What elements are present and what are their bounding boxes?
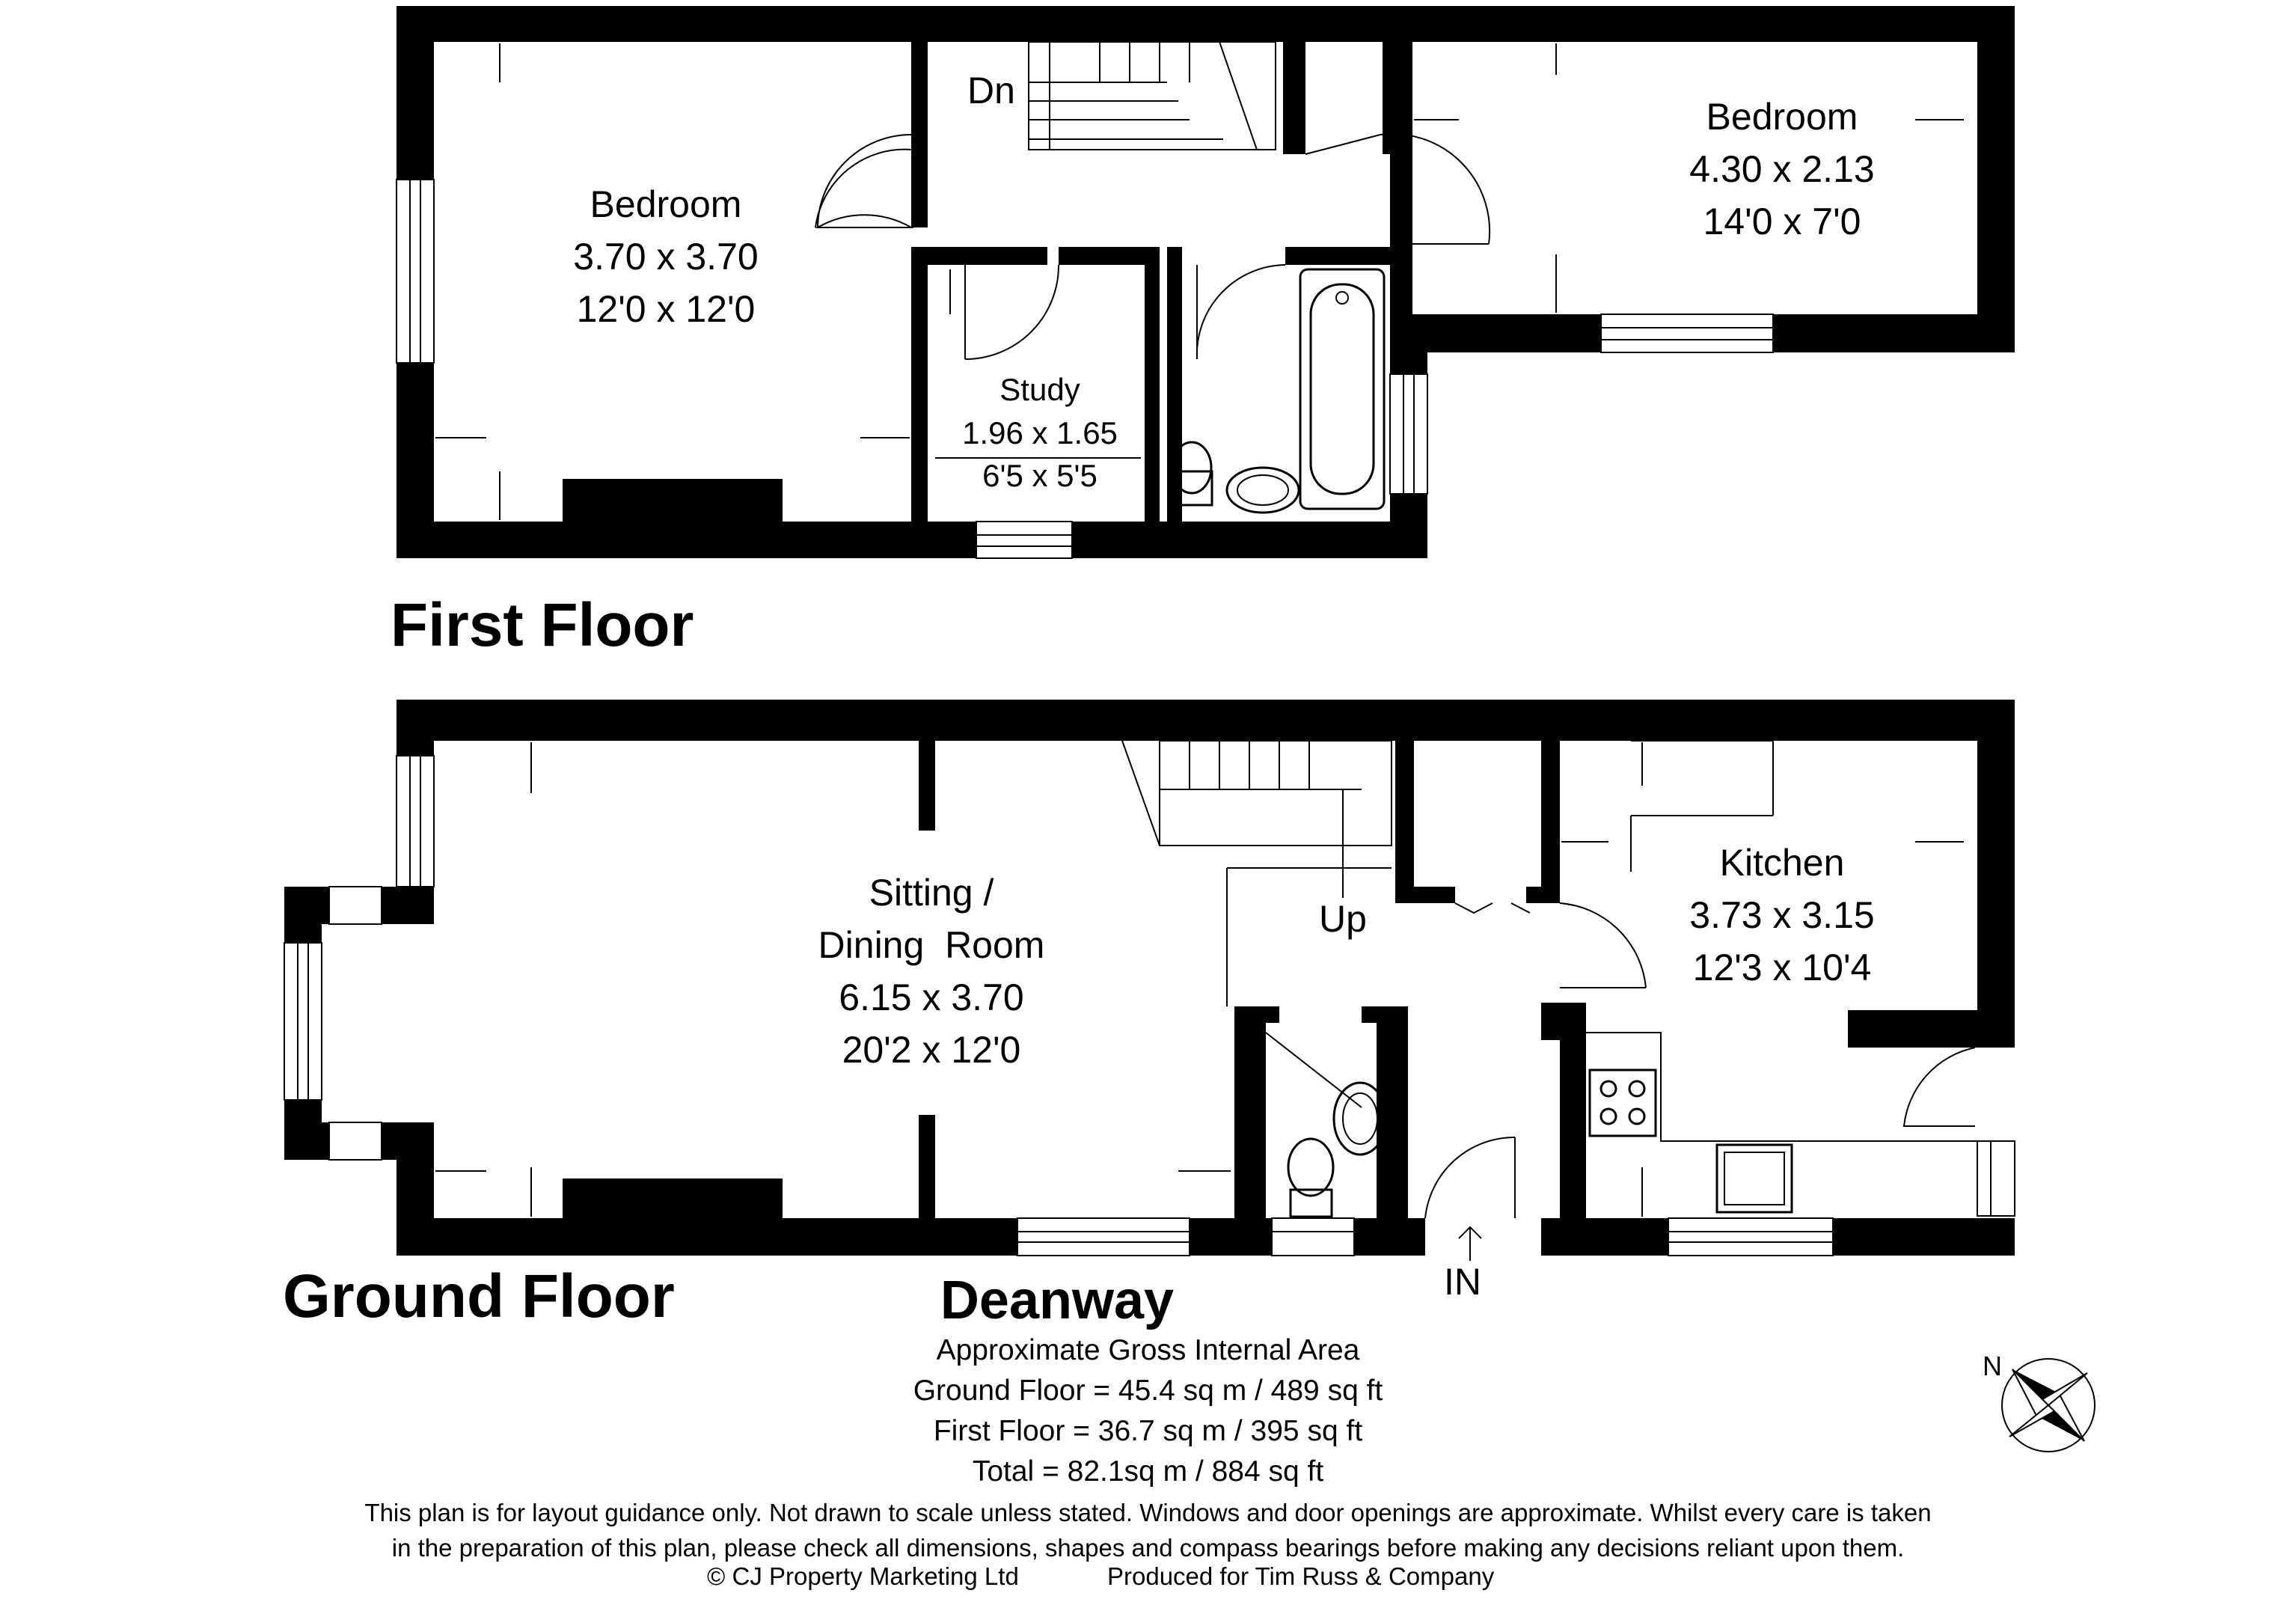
room-metric-kitchen: 3.73 x 3.15: [1689, 894, 1875, 936]
room-name-study: Study: [999, 372, 1080, 407]
room-imperial-bedroom-2: 14'0 x 7'0: [1703, 201, 1861, 242]
room-metric-bedroom-2: 4.30 x 2.13: [1689, 148, 1875, 190]
disclaimer-line-1: This plan is for layout guidance only. Not drawn to scale unless stated. Windows and door openings are approximate. Whilst every care is taken: [364, 1499, 1932, 1526]
area-heading: Approximate Gross Internal Area: [936, 1334, 1360, 1366]
stair-down-label: Dn: [967, 70, 1015, 111]
ground-floor-title: Ground Floor: [283, 1262, 675, 1330]
room-name-sitting-line1: Sitting /: [869, 872, 994, 914]
produced-for-text: Produced for Tim Russ & Company: [1107, 1562, 1495, 1590]
room-imperial-bedroom-1: 12'0 x 12'0: [576, 288, 756, 330]
entrance-label: IN: [1444, 1261, 1481, 1303]
room-imperial-sitting: 20'2 x 12'0: [842, 1029, 1021, 1071]
room-metric-sitting: 6.15 x 3.70: [839, 976, 1024, 1018]
area-ground: Ground Floor = 45.4 sq m / 489 sq ft: [913, 1375, 1383, 1407]
room-name-bedroom-1: Bedroom: [590, 183, 742, 225]
room-name-kitchen: Kitchen: [1719, 842, 1845, 884]
room-name-bedroom-2: Bedroom: [1706, 96, 1858, 138]
property-name: Deanway: [940, 1271, 1175, 1330]
area-first: First Floor = 36.7 sq m / 395 sq ft: [933, 1415, 1363, 1447]
room-name-sitting-line2: Dining Room: [818, 924, 1045, 966]
room-imperial-study: 6'5 x 5'5: [982, 458, 1098, 493]
first-floor-plan: [397, 6, 2015, 558]
first-floor-title: First Floor: [391, 591, 694, 659]
area-summary: [0, 1330, 2296, 1492]
area-total: Total = 82.1sq m / 884 sq ft: [972, 1455, 1324, 1488]
copyright-text: © CJ Property Marketing Ltd: [707, 1562, 1019, 1590]
room-imperial-kitchen: 12'3 x 10'4: [1692, 947, 1872, 988]
disclaimer-line-2: in the preparation of this plan, please check all dimensions, shapes and compass bearings before making any decisions reliant upon them.: [391, 1534, 1905, 1562]
room-metric-bedroom-1: 3.70 x 3.70: [573, 236, 759, 278]
compass-north-label: N: [1983, 1351, 2002, 1381]
room-metric-study: 1.96 x 1.65: [962, 415, 1118, 450]
stair-up-label: Up: [1319, 898, 1367, 940]
disclaimer: [0, 1495, 2296, 1565]
